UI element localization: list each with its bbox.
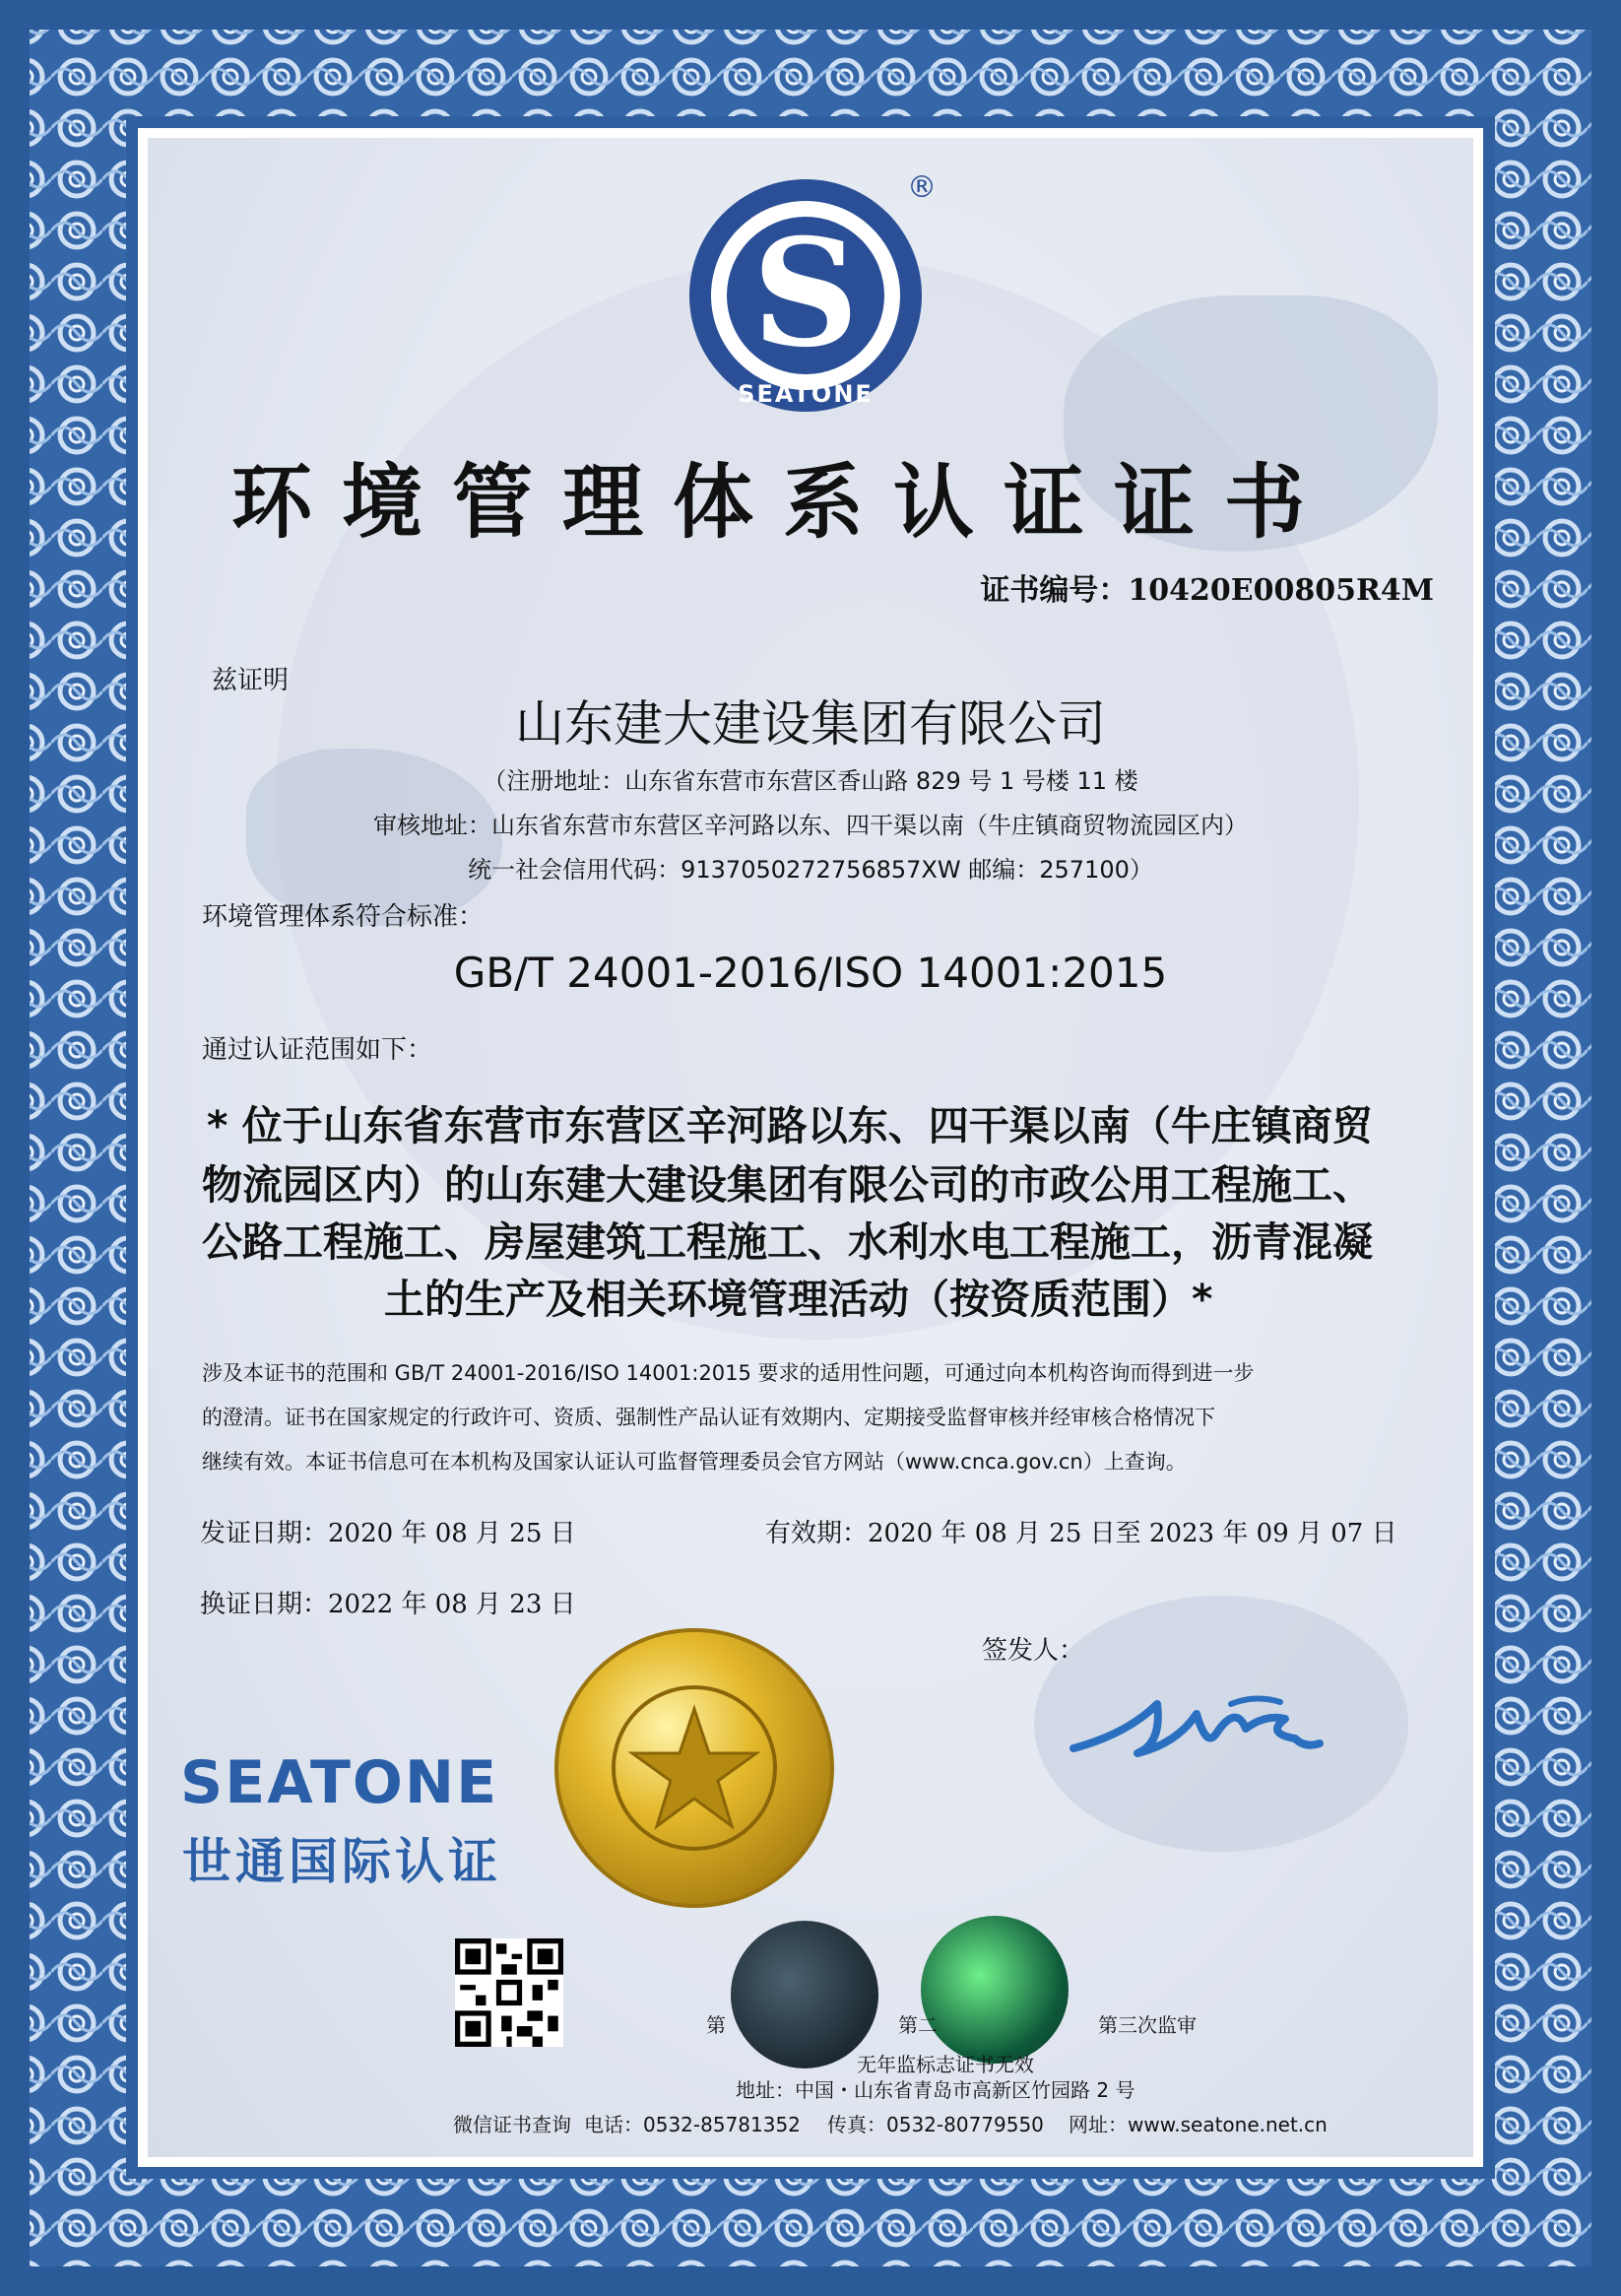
footer-phone: 电话：0532-85781352 <box>584 2113 801 2136</box>
issue-date: 发证日期：2020 年 08 月 25 日 <box>200 1519 576 1548</box>
footer-website[interactable]: 网址：www.seatone.net.cn <box>1069 2113 1328 2136</box>
note-line: 继续有效。本证书信息可在本机构及国家认证认可监督管理委员会官方网站（www.cnca.gov.cn）上查询。 <box>202 1450 1187 1474</box>
credit-code: 统一社会信用代码：913705027275685​7XW 邮编：257100） <box>468 856 1153 884</box>
seatone-logo <box>678 158 943 424</box>
audit-mark-first: 第 <box>706 2013 726 2037</box>
footer-fax: 传真：0532-80779550 <box>827 2113 1044 2136</box>
audit-hologram-second <box>921 1916 1069 2064</box>
certify-intro: 兹证明 <box>212 666 290 695</box>
gold-seal-stamp <box>502 1576 886 1960</box>
signature-graphic <box>1069 1674 1325 1793</box>
company-name: 山东建大建设集团有限公司 <box>515 695 1106 753</box>
registered-mark: ® <box>907 170 937 205</box>
brand-name-en: SEATONE <box>180 1748 499 1817</box>
scope-line: 土的生产及相关环境管理活动（按资质范围）* <box>384 1276 1213 1323</box>
audit-mark-third: 第三次监审 <box>1098 2013 1197 2037</box>
footer-address: 地址：中国・山东省青岛市高新区竹园路 2 号 <box>736 2078 1135 2102</box>
scope-intro: 通过认证范围如下： <box>202 1035 433 1065</box>
certificate-number <box>980 565 1434 609</box>
annual-audit-note: 无年监标志证书无效 <box>857 2053 1034 2076</box>
note-line: 涉及本证书的范围和 GB/T 24001-2016/ISO 14001:2015 要求的适用性问题，可通过向本机构咨询而得到进一步 <box>202 1361 1255 1385</box>
logo-brand: SEATONE <box>738 380 874 408</box>
wechat-qr-code[interactable] <box>455 1938 563 2047</box>
wechat-query-label: 微信证书查询 <box>453 2113 571 2136</box>
validity-period: 有效期：2020 年 08 月 25 日至 2023 年 09 月 07 日 <box>765 1519 1397 1548</box>
scope-line: * 位于山东省东营市东营区辛河路以东、四干渠以南（牛庄镇商贸 <box>207 1102 1373 1149</box>
note-line: 的澄清。证书在国家规定的行政许可、资质、强制性产品认证有效期内、定期接受监督审核并经审核合格情况下 <box>202 1406 1215 1429</box>
logo-letter: S <box>751 207 860 380</box>
brand-name-cn: 世通国际认证 <box>182 1833 501 1890</box>
certificate-number-label: 证书编号： <box>980 573 1129 608</box>
scope-line: 物流园区内）的山东建大建设集团有限公司的市政公用工程施工、 <box>202 1161 1373 1209</box>
renewal-date: 换证日期：2022 年 08 月 23 日 <box>200 1590 576 1619</box>
scope-line: 公路工程施工、房屋建筑工程施工、水利水电工程施工，沥青混凝 <box>202 1218 1373 1266</box>
standard-code: GB/T 24001-2016/ISO 14001:2015 <box>453 949 1168 997</box>
audit-mark-second: 第二 <box>898 2013 938 2037</box>
audit-address: 审核地址：山东省东营市东营区辛河路以东、四干渠以南（牛庄镇商贸物流园区内） <box>373 812 1248 839</box>
signer-label: 签发人： <box>982 1636 1085 1666</box>
certificate-title: 环境管理体系认证证书 <box>230 455 1334 550</box>
audit-hologram-first <box>731 1921 878 2068</box>
registered-address: （注册地址：山东省东营市东营区香山路 829 号 1 号楼 11 楼 <box>483 767 1138 795</box>
standard-intro: 环境管理体系符合标准： <box>202 902 485 932</box>
certificate-number-value: 10420E00805R4M <box>1128 573 1434 608</box>
